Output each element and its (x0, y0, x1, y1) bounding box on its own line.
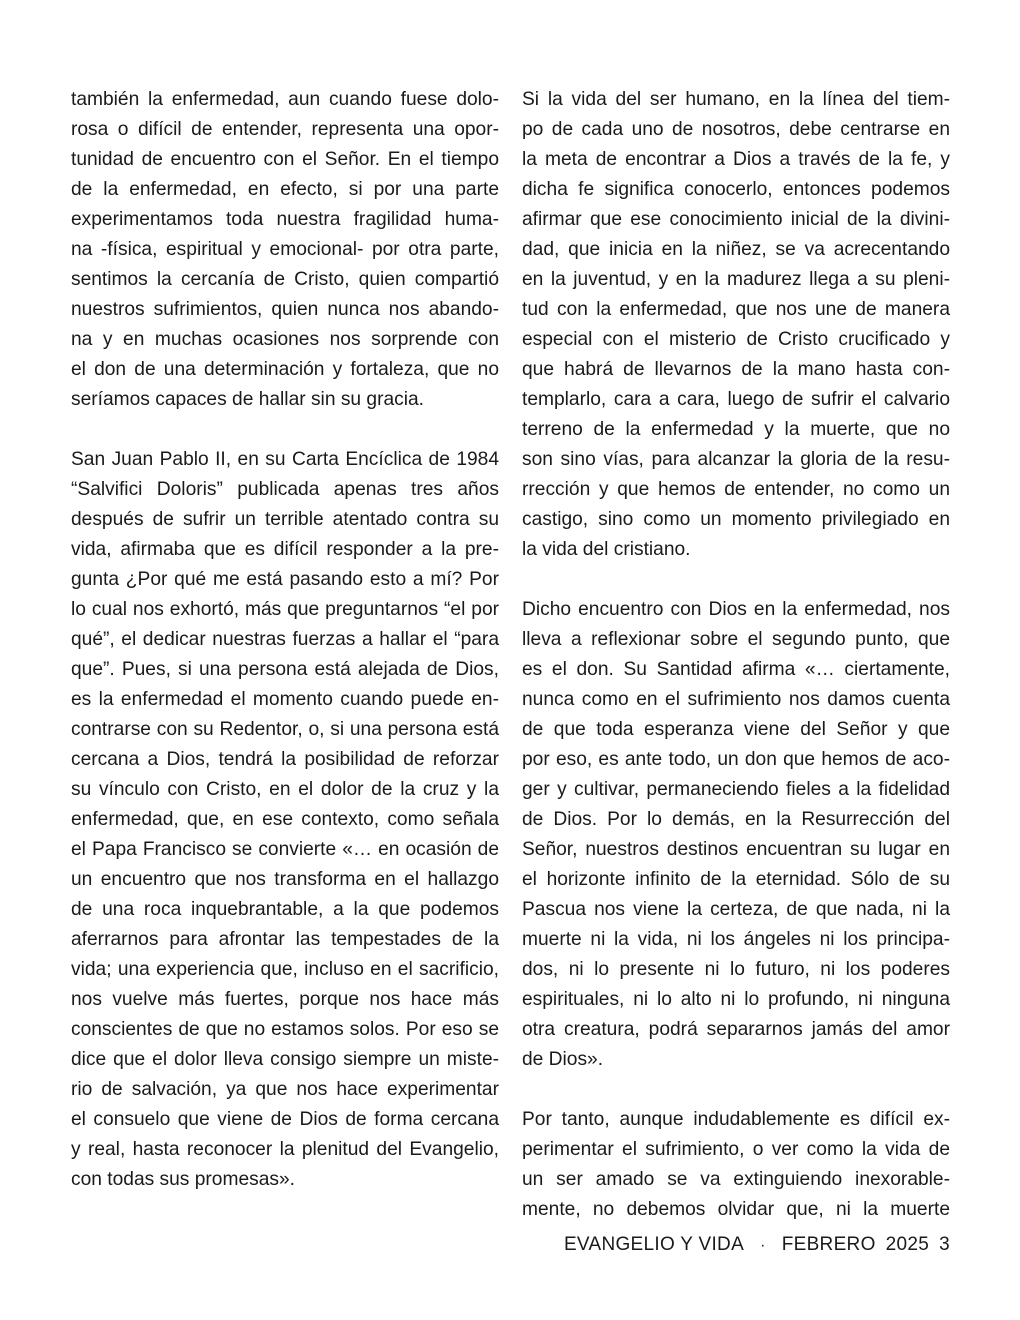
text-line: y real, hasta reconocer la plenitud del Evangelio, (71, 1139, 499, 1160)
text-line: gunta ¿Por qué me está pasando esto a mí? Por (71, 569, 499, 590)
text-line: tunidad de encuentro con el Señor. En el tiempo (71, 149, 499, 170)
text-line: el consuelo que viene de Dios de forma cercana (71, 1109, 499, 1130)
text-line: contrarse con su Redentor, o, si una persona está (71, 719, 499, 740)
text-line: por eso, es ante todo, un don que hemos de aco- (522, 749, 950, 770)
text-line: espirituales, ni lo alto ni lo profundo, ni ninguna (522, 989, 950, 1010)
text-line: es el don. Su Santidad afirma «… ciertamente, (522, 659, 950, 680)
text-line: de Dios. Por lo demás, en la Resurrección del (522, 809, 950, 830)
text-line: enfermedad, que, en ese contexto, como señala (71, 809, 499, 830)
text-line: muerte ni la vida, ni los ángeles ni los principa- (522, 929, 950, 950)
text-line: castigo, sino como un momento privilegiado en (522, 509, 950, 530)
text-line: el Papa Francisco se convierte «… en ocasión de (71, 839, 499, 860)
text-line: qué”, el dedicar nuestras fuerzas a hallar el “para (71, 629, 499, 650)
text-line: na -física, espiritual y emocional- por otra parte, (71, 239, 499, 260)
text-line: con todas sus promesas». (71, 1169, 295, 1190)
text-line: un encuentro que nos transforma en el hallazgo (71, 869, 499, 890)
text-line: nunca como en el sufrimiento nos damos cuenta (522, 689, 950, 710)
text-line: dos, ni lo presente ni lo futuro, ni los poderes (522, 959, 950, 980)
text-line: su vínculo con Cristo, en el dolor de la cruz y la (71, 779, 499, 800)
text-line: lo cual nos exhortó, más que preguntarnos “el por (71, 599, 499, 620)
text-line: especial con el misterio de Cristo crucificado y (522, 329, 950, 350)
text-line: de la enfermedad, en efecto, si por una parte (71, 179, 499, 200)
paragraph (522, 1105, 950, 1225)
text-line: templarlo, cara a cara, luego de sufrir el calvario (522, 389, 950, 410)
text-line: que habrá de llevarnos de la mano hasta con- (522, 359, 950, 380)
text-line: dad, que inicia en la niñez, se va acrecentando (522, 239, 950, 260)
text-line: Señor, nuestros destinos encuentran su lugar en (522, 839, 950, 860)
text-line: rosa o difícil de entender, representa una opor- (71, 119, 499, 140)
text-line: nuestros sufrimientos, quien nunca nos abando- (71, 299, 499, 320)
page-footer (564, 1234, 950, 1256)
text-line: el don de una determinación y fortaleza, que no (71, 359, 499, 380)
text-line: de Dios». (522, 1049, 604, 1070)
text-line: de que toda esperanza viene del Señor y que (522, 719, 950, 740)
text-line: Dicho encuentro con Dios en la enfermedad, nos (522, 599, 950, 620)
text-line: es la enfermedad el momento cuando puede en- (71, 689, 499, 710)
text-line: experimentamos toda nuestra fragilidad huma- (71, 209, 499, 230)
text-line: que”. Pues, si una persona está alejada de Dios, (71, 659, 499, 680)
text-line: son sino vías, para alcanzar la gloria de la resu- (522, 449, 950, 470)
text-line: la meta de encontrar a Dios a través de la fe, y (522, 149, 950, 170)
text-line: dice que el dolor lleva consigo siempre un miste- (71, 1049, 499, 1070)
text-line: po de cada uno de nosotros, debe centrarse en (522, 119, 950, 140)
text-line: vida; una experiencia que, incluso en el sacrificio, (71, 959, 499, 980)
text-line: también la enfermedad, aun cuando fuese dolo- (71, 89, 499, 110)
right-column (522, 85, 950, 1255)
text-line: lleva a reflexionar sobre el segundo punto, que (522, 629, 950, 650)
text-line: na y en muchas ocasiones nos sorprende con (71, 329, 499, 350)
text-line: San Juan Pablo II, en su Carta Encíclica de 1984 (71, 449, 499, 470)
text-line: ger y cultivar, permaneciendo fieles a la fidelidad (522, 779, 950, 800)
paragraph (71, 85, 499, 415)
text-line: dicha fe significa conocerlo, entonces podemos (522, 179, 950, 200)
text-line: un ser amado se va extinguiendo inexorable- (522, 1169, 950, 1190)
text-line: de una roca inquebrantable, a la que podemos (71, 899, 499, 920)
text-line: mente, no debemos olvidar que, ni la muerte (522, 1199, 950, 1220)
text-line: sentimos la cercanía de Cristo, quien compartió (71, 269, 499, 290)
publication-name: EVANGELIO Y VIDA (563, 1234, 745, 1255)
text-line: conscientes de que no estamos solos. Por eso se (71, 1019, 499, 1040)
text-line: la vida del cristiano. (522, 539, 691, 560)
text-line: nos vuelve más fuertes, porque nos hace más (71, 989, 499, 1010)
text-line: el horizonte infinito de la eternidad. Sólo de su (522, 869, 950, 890)
text-line: aferrarnos para afrontar las tempestades de la (71, 929, 499, 950)
text-line: perimentar el sufrimiento, o ver como la vida de (522, 1139, 950, 1160)
text-line: terreno de la enfermedad y la muerte, que no (522, 419, 950, 440)
text-line: otra creatura, podrá separarnos jamás del amor (522, 1019, 950, 1040)
text-line: Por tanto, aunque indudablemente es difícil ex- (522, 1109, 950, 1130)
text-line: seríamos capaces de hallar sin su gracia. (71, 389, 425, 410)
issue-year: 2025 (885, 1234, 930, 1255)
text-line: Pascua nos viene la certeza, de que nada, ni la (522, 899, 950, 920)
text-line: vida, afirmaba que es difícil responder a la pre- (71, 539, 499, 560)
text-line: cercana a Dios, tendrá la posibilidad de reforzar (71, 749, 499, 770)
text-line: en la juventud, y en la madurez llega a su pleni- (522, 269, 950, 290)
text-line: después de sufrir un terrible atentado contra su (71, 509, 499, 530)
text-line: rrección y que hemos de entender, no como un (522, 479, 950, 500)
text-line: tud con la enfermedad, que nos une de manera (522, 299, 950, 320)
footer-separator: · (760, 1237, 766, 1254)
page-number: 3 (939, 1234, 950, 1255)
paragraph (71, 445, 499, 1195)
text-line: “Salvifici Doloris” publicada apenas tres años (71, 479, 499, 500)
paragraph (522, 85, 950, 565)
issue-month: FEBRERO (781, 1234, 876, 1255)
text-line: Si la vida del ser humano, en la línea del tiem- (522, 89, 950, 110)
text-line: rio de salvación, ya que nos hace experimentar (71, 1079, 499, 1100)
paragraph (522, 595, 950, 1075)
text-line: afirmar que ese conocimiento inicial de la divini- (522, 209, 950, 230)
left-column (71, 85, 499, 1225)
